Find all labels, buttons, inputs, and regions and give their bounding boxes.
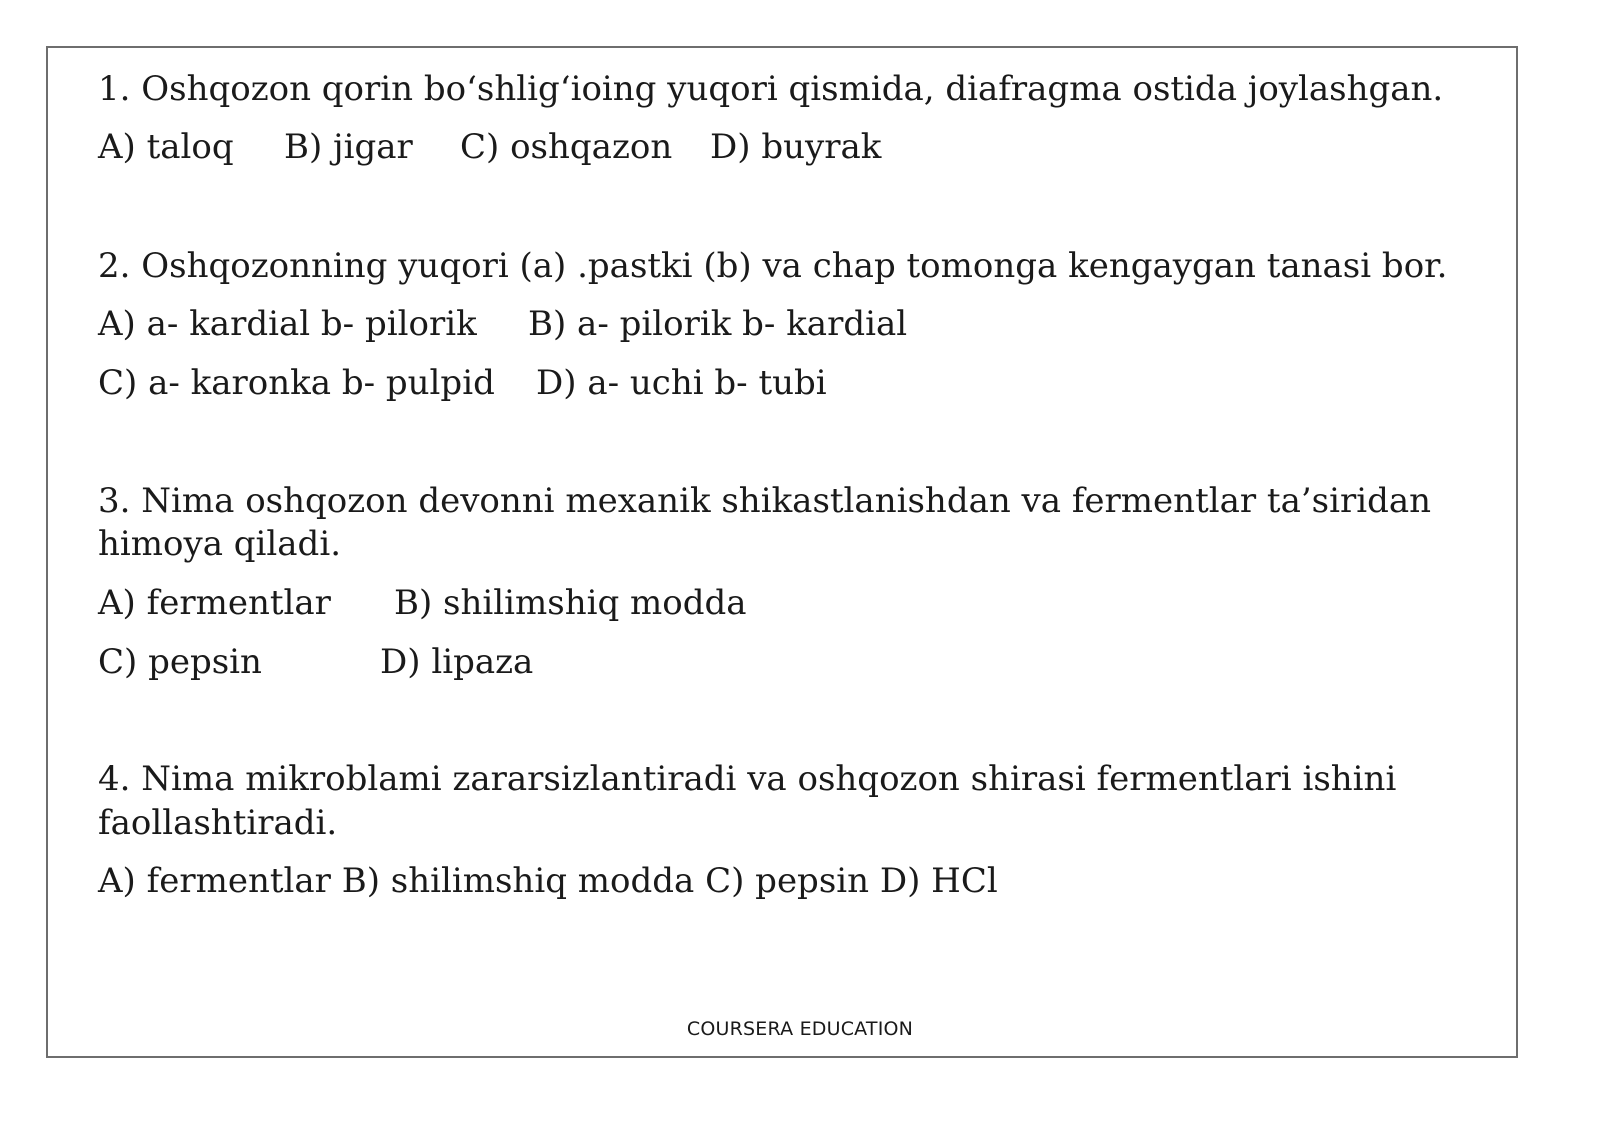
- option-d[interactable]: D) lipaza: [380, 642, 534, 682]
- option-b[interactable]: B) jigar: [284, 127, 413, 167]
- question-2-text: 2. Oshqozonning yuqori (a) .pastki (b) va chap tomonga kengaygan tanasi bor.: [98, 246, 1448, 286]
- question-4-text-line-1: 4. Nima mikroblami zararsizlantiradi va oshqozon shirasi fermentlari ishini: [98, 759, 1397, 799]
- question-4-text-line-2: faollashtiradi.: [98, 803, 338, 843]
- question-3-text-line-1: 3. Nima oshqozon devonni mexanik shikastlanishdan va fermentlar ta’siridan: [98, 481, 1432, 521]
- question-3-options-row-2: [98, 642, 534, 682]
- option-d[interactable]: D) buyrak: [710, 127, 882, 167]
- option-c[interactable]: C) a- karonka b- pulpid: [98, 363, 495, 403]
- option-a[interactable]: A) taloq: [98, 127, 234, 167]
- option-a[interactable]: A) a- kardial b- pilorik: [98, 304, 477, 344]
- question-2-options-row-1: [98, 304, 908, 344]
- question-1-text: 1. Oshqozon qorin bo‘shlig‘ioing yuqori qismida, diafragma ostida joylashgan.: [98, 69, 1444, 109]
- question-3-text-line-2: himoya qiladi.: [98, 524, 341, 564]
- option-a[interactable]: A) fermentlar: [98, 583, 331, 623]
- question-3-options-row-1: [98, 583, 747, 623]
- question-4-options[interactable]: A) fermentlar B) shilimshiq modda C) pepsin D) HCl: [98, 861, 998, 901]
- option-b[interactable]: B) shilimshiq modda: [394, 583, 747, 623]
- question-1-options: [98, 127, 882, 167]
- option-b[interactable]: B) a- pilorik b- kardial: [528, 304, 908, 344]
- footer-brand: COURSERA EDUCATION: [686, 1018, 914, 1040]
- question-2-options-row-2: [98, 363, 827, 403]
- option-c[interactable]: C) pepsin: [98, 642, 262, 682]
- option-c[interactable]: C) oshqazon: [460, 127, 673, 167]
- option-d[interactable]: D) a- uchi b- tubi: [536, 363, 827, 403]
